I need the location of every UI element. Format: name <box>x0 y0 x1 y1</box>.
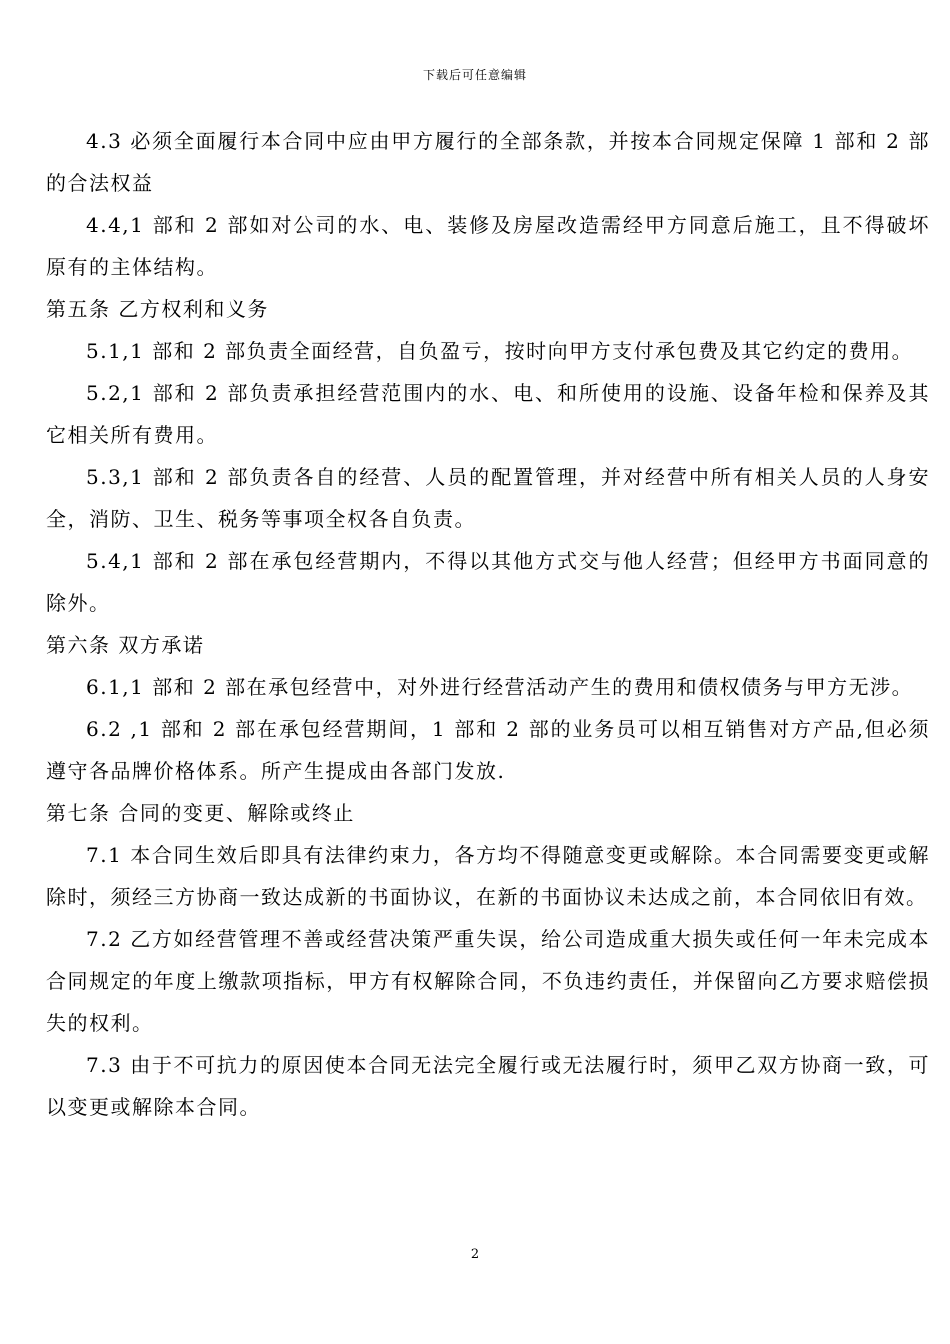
clause-5-2: 5.2,1 部和 2 部负责承担经营范围内的水、电、和所使用的设施、设备年检和保养及其它相关所有费用。 <box>46 381 930 447</box>
clause-7-2: 7.2 乙方如经营管理不善或经营决策严重失误，给公司造成重大损失或任何一年未完成本合同规定的年度上缴款项指标，甲方有权解除合同，不负违约责任，并保留向乙方要求赔偿损失的权利。 <box>46 927 930 1035</box>
page-header: 下载后可任意编辑 <box>422 68 527 82</box>
clause-5-1: 5.1,1 部和 2 部负责全面经营，自负盈亏，按时向甲方支付承包费及其它约定的费用。 <box>86 339 914 363</box>
clause-6-1: 6.1,1 部和 2 部在承包经营中，对外进行经营活动产生的费用和债权债务与甲方无涉。 <box>86 675 914 699</box>
page-number: 2 <box>470 1247 480 1262</box>
article-6-heading: 第六条 双方承诺 <box>46 633 205 657</box>
clause-7-1: 7.1 本合同生效后即具有法律约束力，各方均不得随意变更或解除。本合同需要变更或解除时，须经三方协商一致达成新的书面协议，在新的书面协议未达成之前，本合同依旧有效。 <box>46 843 930 909</box>
article-5-heading: 第五条 乙方权利和义务 <box>46 297 269 321</box>
article-7-heading: 第七条 合同的变更、解除或终止 <box>46 801 355 825</box>
document-body <box>46 120 930 1128</box>
clause-5-3: 5.3,1 部和 2 部负责各自的经营、人员的配置管理，并对经营中所有相关人员的人身安全，消防、卫生、税务等事项全权各自负责。 <box>46 465 930 531</box>
clause-6-2: 6.2 ,1 部和 2 部在承包经营期间，1 部和 2 部的业务员可以相互销售对方产品,但必须遵守各品牌价格体系。所产生提成由各部门发放. <box>46 717 930 783</box>
clause-7-3: 7.3 由于不可抗力的原因使本合同无法完全履行或无法履行时，须甲乙双方协商一致，可以变更或解除本合同。 <box>46 1053 930 1119</box>
clause-4-4: 4.4,1 部和 2 部如对公司的水、电、装修及房屋改造需经甲方同意后施工，且不得破坏原有的主体结构。 <box>46 213 930 279</box>
clause-5-4: 5.4,1 部和 2 部在承包经营期内，不得以其他方式交与他人经营；但经甲方书面同意的除外。 <box>46 549 930 615</box>
clause-4-3: 4.3 必须全面履行本合同中应由甲方履行的全部条款，并按本合同规定保障 1 部和 2 部的合法权益 <box>46 129 930 195</box>
